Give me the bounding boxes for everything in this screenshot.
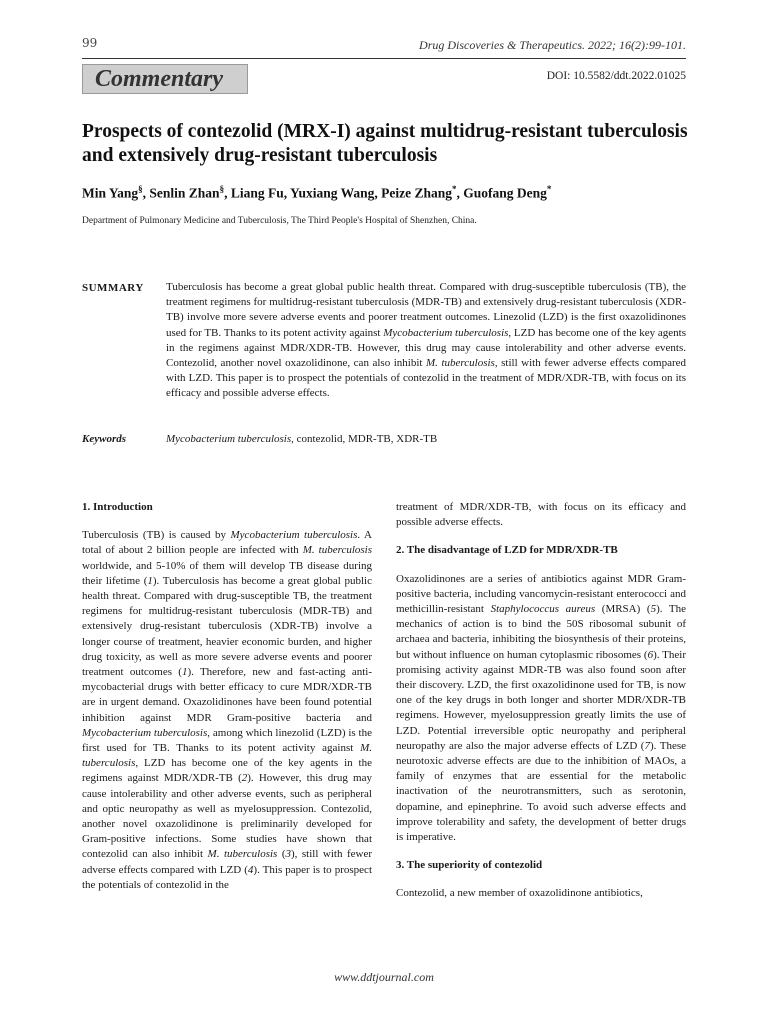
author-mark: *	[546, 184, 552, 194]
text-run: , among which linezolid (LZD) is the first used for TB. Thanks to its potent activity against	[82, 726, 372, 755]
page-number: 99	[82, 36, 98, 50]
author-mark: *	[452, 184, 457, 194]
italic-text: 5	[650, 603, 657, 616]
italic-text: 6	[647, 648, 654, 661]
body-paragraph	[396, 886, 686, 901]
text-run: ). These neurotoxic adverse effects are due to the inhibition of MAOs, a family of enzymes that are essential for the metabolic inactivation of the neurotransmitters, such as serotonin, dopamine, and epinephrine. To avoid such adverse effects and improve tolerability and safety, the development of better drugs is imperative.	[396, 739, 687, 844]
author-name: Min Yang	[82, 185, 139, 201]
author-name: Senlin Zhan	[149, 185, 220, 201]
text-run: (MRSA) (	[595, 603, 651, 616]
running-header	[82, 36, 686, 59]
italic-text: M. tuberculosis	[207, 848, 278, 861]
summary-text	[166, 280, 686, 402]
italic-text: M. tuberculosis	[302, 544, 373, 557]
italic-text: 1	[181, 666, 188, 679]
footer-url: www.ddtjournal.com	[334, 970, 434, 984]
italic-text: 2	[241, 772, 248, 785]
affiliation: Department of Pulmonary Medicine and Tuberculosis, The Third People's Hospital of Shenzhen, China.	[82, 216, 477, 226]
section-heading: 3. The superiority of contezolid	[396, 859, 543, 872]
body-paragraph	[396, 572, 686, 846]
text-run: (	[277, 848, 286, 861]
italic-text: Mycobacterium tuberculosis	[82, 726, 208, 739]
italic-text: 3	[285, 848, 291, 861]
author-name: Liang Fu	[230, 185, 284, 201]
text-run: . A total of about 2 billion people are infected with	[82, 529, 372, 557]
right-column	[396, 500, 686, 915]
author-name: Peize Zhang	[381, 185, 453, 201]
summary-label: SUMMARY	[82, 282, 144, 294]
article-title: Prospects of contezolid (MRX-I) against multidrug-resistant tuberculosis and extensively drug-resistant tuberculosis	[82, 121, 688, 166]
keywords-text	[166, 433, 686, 445]
author-name: Yuxiang Wang	[289, 185, 375, 201]
body-paragraph	[396, 500, 686, 530]
text-run: ). Therefore, new and fast-acting anti-mycobacterial drugs with better efficacy to cure MDR/XDR-TB are in urgent demand. Oxazolidinones have been found potential inhibition against MDR Gram-positive bacteria and	[82, 666, 372, 724]
text-run: , still with fewer adverse effects compared with LZD. This paper is to prospect the potentials of contezolid in the treatment of MDR/XDR-TB, with focus on its efficacy and possible adverse effects.	[166, 357, 687, 400]
author-mark: §	[219, 184, 225, 194]
text-run: Tuberculosis has become a great global public health threat. Compared with drug-susceptible tuberculosis (TB), the treatment regimens for multidrug-resistant tuberculosis (MDR-TB) and extensively drug-resistant tuberculosis (XDR-TB) involve more severe adverse events and poorer treatment outcomes. Linezolid (LZD) is the first oxazolidinones used for TB. Thanks to its potent activity against	[166, 281, 686, 339]
text-run: Contezolid, a new member of oxazolidinone antibiotics,	[396, 887, 643, 900]
italic-text: M. tuberculosis	[82, 742, 372, 770]
text-run: ). This paper is to prospect the potentials of contezolid in the	[82, 863, 372, 891]
left-column	[82, 500, 372, 906]
body-paragraph	[82, 528, 372, 893]
article-type-banner	[82, 64, 248, 94]
italic-text: Mycobacterium tuberculosis	[230, 529, 358, 542]
text-run: ). Tuberculosis has become a great global public health threat. Compared with drug-susceptible TB, the treatment regimens for multidrug-resistant tuberculosis (MDR-TB) and extensively drug-resistant tuberculosis (XDR-TB) involve a longer course of treatment, heavier economic burden, and higher drug toxicity, as well as more severe adverse events and poorer treatment outcomes (	[82, 574, 373, 679]
text-run: worldwide, and 5-10% of them will develop TB disease during their lifetime (	[82, 559, 372, 587]
author-mark: §	[138, 184, 143, 194]
author-list: Min Yang§, Senlin Zhan§, Liang Fu, Yuxiang Wang, Peize Zhang*, Guofang Deng*	[82, 184, 552, 201]
text-run: , LZD has become one of the key agents in the regimens against MDR/XDR-TB. However, this drug may cause intolerability and other adverse events. Contezolid, another novel oxazolidinone, can also inhibit	[166, 326, 686, 370]
section-heading: 1. Introduction	[82, 501, 153, 513]
text-run: Oxazolidinones are a series of antibiotics against MDR Gram-positive bacteria, including vancomycin-resistant enterococci and methicillin-resistant	[396, 572, 686, 616]
section-heading: 2. The disadvantage of LZD for MDR/XDR-TB	[396, 544, 618, 557]
text-run: , LZD has become one of the key agents in the regimens against MDR/XDR-TB (	[82, 757, 372, 785]
keywords-label: Keywords	[82, 433, 126, 445]
author-name: Guofang Deng	[463, 185, 547, 201]
text-run: , contezolid, MDR-TB, XDR-TB	[291, 433, 438, 445]
italic-text: Mycobacterium tuberculosis	[383, 326, 509, 339]
text-run: ). Their promising activity against MDR-TB was also found soon after their discovery. LZD, the first oxazolidinone used for TB, is now one of the key drugs in both longer and shorter MDR/XDR-TB regimens. However, myelosuppression greatly limits the use of LZD. Potential irreversible optic neuropathy and peripheral neuropathy are also the major adverse effects of LZD (	[396, 648, 686, 752]
italic-text: 1	[147, 574, 153, 587]
italic-text: Mycobacterium tuberculosis	[166, 433, 292, 445]
text-run: ). However, this drug may cause intolerability and other adverse events, such as peripheral and optic neuropathy as well as myelosuppression. Contezolid, another novel oxazolidinone is preliminarily developed for Gram-positive infections. Some studies have shown that contezolid can also inhibit	[82, 772, 372, 861]
article-type-label: Commentary	[95, 66, 224, 92]
text-run: ). The mechanics of action is to bind the 50S ribosomal subunit of archaea and bacteria, inhibiting the biosynthesis of their proteins, but without influence on human cytoplasmic ribosomes (	[396, 603, 686, 661]
doi: DOI: 10.5582/ddt.2022.01025	[546, 70, 686, 82]
text-run: Tuberculosis (TB) is caused by	[82, 529, 231, 542]
italic-text: 4	[247, 863, 254, 876]
italic-text: Staphylococcus aureus	[490, 603, 596, 616]
text-run: ), still with fewer adverse effects compared with LZD (	[82, 848, 372, 876]
journal-citation: Drug Discoveries & Therapeutics. 2022; 16(2):99-101.	[419, 38, 686, 52]
italic-text: M. tuberculosis	[426, 357, 495, 370]
italic-text: 7	[644, 739, 650, 752]
text-run: treatment of MDR/XDR-TB, with focus on its efficacy and possible adverse effects.	[396, 501, 686, 529]
